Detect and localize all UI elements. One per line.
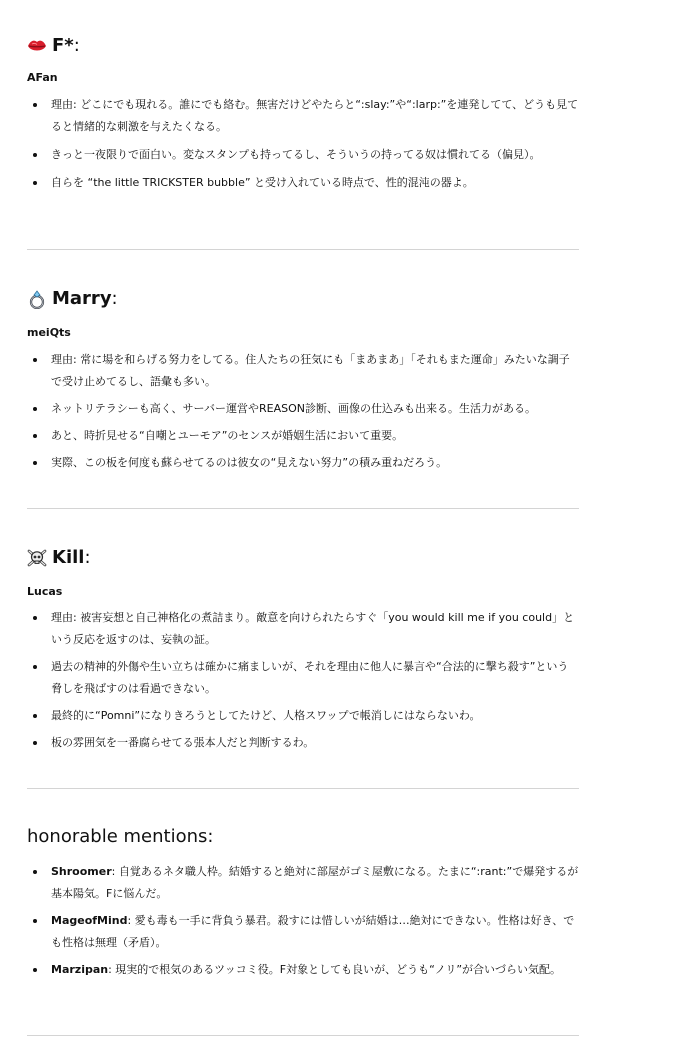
reason-item: きっと一夜限りで面白い。変なスタンプも持ってるし、そういうの持ってる奴は慣れてる（偏見）。 [27,144,579,166]
section-marry [27,287,579,474]
section-kill [27,546,579,754]
kiss-lips-icon [27,36,47,56]
reason-item: 自らを “the little TRICKSTER bubble” と受け入れている時点で、性的混沌の器よ。 [27,172,579,194]
honorable-name: Marzipan [51,963,109,976]
section-colon: : [73,35,80,56]
section-title: Marry [52,288,112,309]
section-title: Kill [52,547,85,568]
honorable-mentions-heading: honorable mentions: [27,826,214,847]
divider [27,788,579,789]
honorable-name: MageofMind [51,914,128,927]
reason-list [27,94,579,194]
ring-icon [27,289,47,309]
honorable-name: Shroomer [51,865,112,878]
divider [27,249,579,250]
skull-crossbones-icon [27,548,47,568]
divider [27,1035,579,1036]
section-f-heading [27,34,579,58]
reason-item: あと、時折見せる“自嘲とユーモア”のセンスが婚姻生活において重要。 [27,425,579,447]
honorable-list [27,861,579,981]
reason-item: ネットリテラシーも高く、サーバー運営やREASON診断、画像の仕込みも出来る。生活力がある。 [27,398,579,420]
reason-item: 板の雰囲気を一番腐らせてる張本人だと判断するわ。 [27,732,579,754]
honorable-item [27,861,579,905]
reason-item: 理由: 常に場を和らげる努力をしてる。住人たちの狂気にも「まあまあ」「それもまた運命」みたいな調子で受け止めてるし、語彙も多い。 [27,349,579,393]
section-f [27,34,579,194]
divider [27,508,579,509]
honorable-item [27,910,579,954]
reason-item: 実際、この板を何度も蘇らせてるのは彼女の“見えない努力”の積み重ねだろう。 [27,452,579,474]
reason-item: 過去の精神的外傷や生い立ちは確かに痛ましいが、それを理由に他人に暴言や“合法的に撃ち殺す”という脅しを飛ばすのは看過できない。 [27,656,579,700]
section-colon: : [84,547,91,568]
reason-list [27,607,579,754]
section-colon: : [111,288,118,309]
section-title: F* [52,35,74,56]
honorable-text: : 愛も毒も一手に背負う暴君。殺すには惜しいが結婚は…絶対にできない。性格は好き、でも性格は無理（矛盾）。 [51,914,575,949]
section-marry-heading [27,287,579,311]
honorable-text: : 現実的で根気のあるツッコミ役。F対象としても良いが、どうも“ノリ”が合いづらい気配。 [108,963,562,976]
nominee-name: AFan [27,71,58,84]
reason-item: 最終的に“Pomni”になりきろうとしてたけど、人格スワップで帳消しにはならないわ。 [27,705,579,727]
honorable-item [27,959,579,981]
honorable-text: : 自覚あるネタ職人枠。結婚すると絶対に部屋がゴミ屋敷になる。たまに“:rant:”で爆発するが基本陽気。Fに悩んだ。 [51,865,579,900]
section-honorable-mentions [27,825,579,981]
section-kill-heading [27,546,579,570]
nominee-name: Lucas [27,585,63,598]
reason-item: 理由: どこにでも現れる。誰にでも絡む。無害だけどやたらと“:slay:”や“:larp:”を連発してて、どうも見てると情緒的な刺激を与えたくなる。 [27,94,579,138]
nominee-name: meiQts [27,326,71,339]
reason-item: 理由: 被害妄想と自己神格化の煮詰まり。敵意を向けられたらすぐ「you would kill me if you could」という反応を返すのは、妄執の証。 [27,607,579,651]
reason-list [27,349,579,474]
